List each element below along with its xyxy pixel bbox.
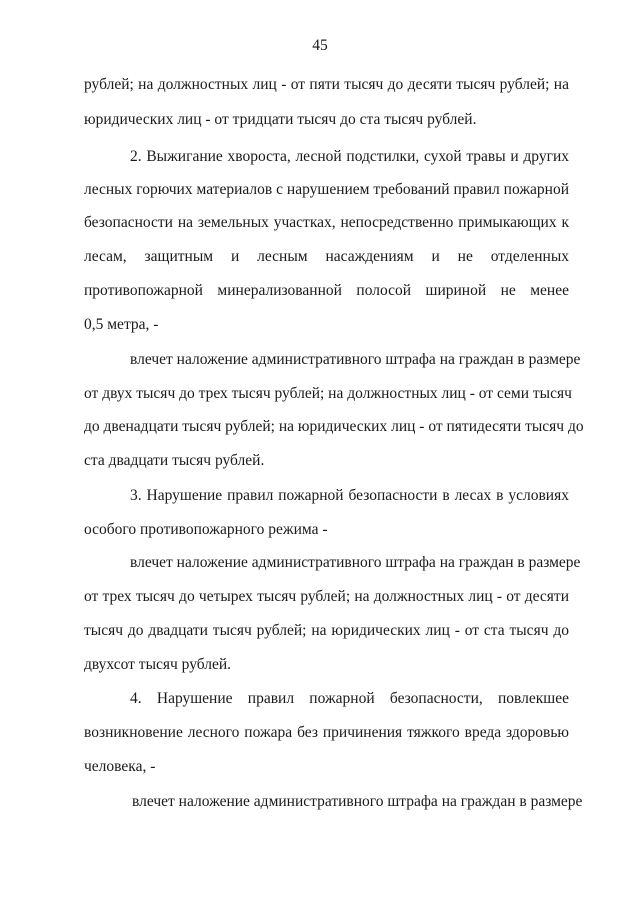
text-line: от трех тысяч до четырех тысяч рублей; на должностных лиц - от десяти [84, 588, 569, 605]
page-number: 45 [312, 37, 328, 54]
text-line: ста двадцати тысяч рублей. [84, 452, 265, 469]
text-line: лесных горючих материалов с нарушением требований правил пожарной [84, 181, 569, 198]
text-line: от двух тысяч до трех тысяч рублей; на должностных лиц - от семи тысяч [84, 385, 572, 402]
text-line: влечет наложение административного штрафа на граждан в размере [130, 351, 581, 368]
text-line: рублей; на должностных лиц - от пяти тысяч до десяти тысяч рублей; на [84, 76, 569, 93]
text-line: 2. Выжигание хвороста, лесной подстилки, сухой травы и других [130, 148, 569, 165]
text-line: до двенадцати тысяч рублей; на юридических лиц - от пятидесяти тысяч до [84, 418, 584, 435]
text-line: противопожарной минерализованной полосой шириной не менее [84, 282, 569, 299]
text-line: лесам, защитным и лесным насаждениям и не отделенных [84, 248, 569, 265]
text-line: особого противопожарного режима - [84, 521, 328, 538]
text-line: юридических лиц - от тридцати тысяч до ста тысяч рублей. [84, 111, 477, 128]
text-line: двухсот тысяч рублей. [84, 656, 232, 673]
text-line: возникновение лесного пожара без причинения тяжкого вреда здоровью [84, 724, 569, 741]
text-line: влечет наложение административного штрафа на граждан в размере [132, 793, 583, 810]
text-line: 0,5 метра, - [84, 316, 159, 333]
text-line: человека, - [84, 758, 156, 775]
text-line: влечет наложение административного штрафа на граждан в размере [130, 554, 581, 571]
text-line: тысяч до двадцати тысяч рублей; на юридических лиц - от ста тысяч до [84, 622, 569, 639]
text-line: 4. Нарушение правил пожарной безопасности, повлекшее [130, 690, 569, 707]
text-line: 3. Нарушение правил пожарной безопасности в лесах в условиях [130, 487, 569, 504]
text-line: безопасности на земельных участках, непосредственно примыкающих к [84, 214, 569, 231]
